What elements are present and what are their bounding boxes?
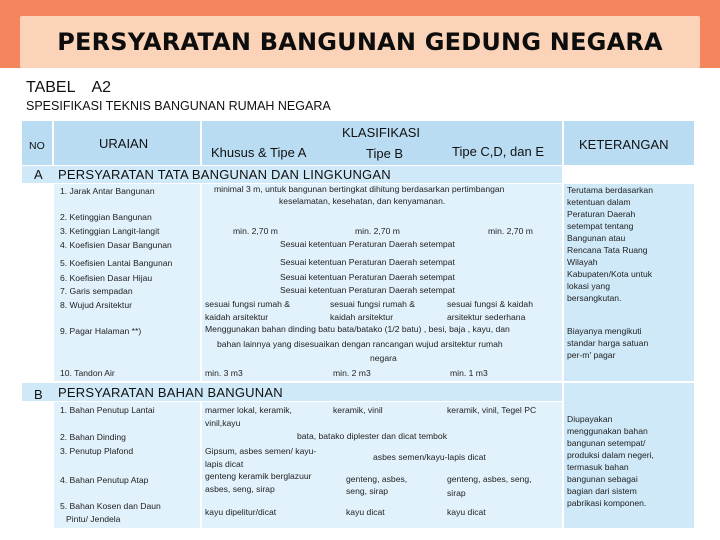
a-row8-label: 8. Wujud Arsitektur: [60, 300, 132, 310]
a-row3-tipe-cde: min. 2,70 m: [488, 226, 533, 236]
title-banner: [0, 0, 720, 68]
b-row5-tipe-b: kayu dicat: [346, 507, 385, 517]
header-khusus: Khusus & Tipe A: [211, 145, 307, 160]
a-row1-line1: minimal 3 m, untuk bangunan bertingkat dihitung berdasarkan pertimbangan: [214, 184, 505, 194]
b-ket-line: bangunan setempat/: [567, 438, 646, 448]
b-ket-line: produksi dalam negeri,: [567, 450, 654, 460]
a-row10-tipe-b: min. 2 m3: [333, 368, 371, 378]
a-row10-tipe-cde: min. 1 m3: [450, 368, 488, 378]
header-klasifikasi: KLASIFIKASI: [342, 125, 421, 140]
b-ket-line: termasuk bahan: [567, 462, 629, 472]
a-ket1-line: ketentuan dalam: [567, 197, 631, 207]
b-row3-khusus-1: Gipsum, asbes semen/ kayu-: [205, 446, 317, 456]
a-ket1-line: setempat tentang: [567, 221, 634, 231]
header-no: NO: [29, 140, 45, 152]
a-ket1-line: Peraturan Daerah: [567, 209, 636, 219]
a-row3-tipe-b: min. 2,70 m: [355, 226, 400, 236]
b-row3-tipe-bcde: asbes semen/kayu-lapis dicat: [373, 452, 486, 462]
b-ket-line: bagian dari sistem: [567, 486, 637, 496]
header-tipe-b: Tipe B: [366, 146, 404, 161]
b-row5-label-2: Pintu/ Jendela: [66, 514, 121, 524]
b-ket-line: Diupayakan: [567, 414, 613, 424]
a-row9-line3: negara: [370, 353, 397, 363]
b-row4-khusus-1: genteng keramik berglazuur: [205, 471, 312, 481]
a-row4-label: 4. Koefisien Dasar Bangunan: [60, 240, 172, 250]
a-ket2-line: standar harga satuan: [567, 338, 649, 348]
a-row1-label: 1. Jarak Antar Bangunan: [60, 186, 155, 196]
b-row1-khusus-1: marmer lokal, keramik,: [205, 405, 292, 415]
a-row6-label: 6. Koefisien Dasar Hijau: [60, 273, 153, 283]
b-row4-tipe-b-1: genteng, asbes,: [346, 474, 408, 484]
b-row5-label-1: 5. Bahan Kosen dan Daun: [60, 501, 161, 511]
a-row2-label: 2. Ketinggian Bangunan: [60, 212, 152, 222]
b-row3-label: 3. Penutup Plafond: [60, 446, 134, 456]
slide-title: PERSYARATAN BANGUNAN GEDUNG NEGARA: [57, 28, 663, 56]
a-row5-value: Sesuai ketentuan Peraturan Daerah setempat: [280, 257, 455, 267]
a-ket2-line: Biayanya mengikuti: [567, 326, 642, 336]
a-row1-line2: keselamatan, kesehatan, dan kenyamanan.: [279, 196, 446, 206]
a-row9-line2: bahan lainnya yang disesuaikan dengan rancangan wujud arsitektur rumah: [217, 339, 503, 349]
b-ket-line: menggunakan bahan: [567, 426, 648, 436]
a-ket1-line: Terutama berdasarkan: [567, 185, 653, 195]
a-row10-label: 10. Tandon Air: [60, 368, 115, 378]
a-row6-value: Sesuai ketentuan Peraturan Daerah setempat: [280, 272, 455, 282]
b-row5-tipe-cde: kayu dicat: [447, 507, 486, 517]
table-subtitle: SPESIFIKASI TEKNIS BANGUNAN RUMAH NEGARA: [26, 99, 331, 113]
table-code: A2: [91, 79, 112, 96]
b-row4-label: 4. Bahan Penutup Atap: [60, 475, 149, 485]
b-row1-khusus-2: vinil,kayu: [205, 418, 241, 428]
b-row3-khusus-2: lapis dicat: [205, 459, 244, 469]
table-label-text: TABEL: [26, 79, 76, 96]
a-ket2-line: per-m' pagar: [567, 350, 616, 360]
a-row10-khusus: min. 3 m3: [205, 368, 243, 378]
a-row8-khusus-2: kaidah arsitektur: [205, 312, 269, 322]
b-row4-tipe-cde-2: sirap: [447, 488, 466, 498]
b-row4-khusus-2: asbes, seng, sirap: [205, 484, 275, 494]
b-row1-tipe-b: keramik, vinil: [333, 405, 383, 415]
table-label: [26, 79, 111, 97]
a-row9-line1: Menggunakan bahan dinding batu bata/batako (1/2 batu) , besi, baja , kayu, dan: [205, 324, 510, 334]
a-row8-tipe-cde-1: sesuai fungsi & kaidah: [447, 299, 533, 309]
a-row3-label: 3. Ketinggian Langit-langit: [60, 226, 160, 236]
a-row9-label: 9. Pagar Halaman **): [60, 326, 142, 336]
a-row8-khusus-1: sesuai fungsi rumah &: [205, 299, 291, 309]
section-b-letter: B: [34, 387, 43, 402]
b-row5-khusus: kayu dipelitur/dicat: [205, 507, 277, 517]
a-ket1-line: Bangunan atau: [567, 233, 626, 243]
section-a-letter: A: [34, 167, 43, 182]
b-row2-label: 2. Bahan Dinding: [60, 432, 126, 442]
a-row5-label: 5. Koefisien Lantai Bangunan: [60, 258, 173, 268]
a-ket1-line: lokasi yang: [567, 281, 610, 291]
section-a-title: PERSYARATAN TATA BANGUNAN DAN LINGKUNGAN: [58, 167, 391, 182]
header-tipe-cde: Tipe C,D, dan E: [452, 144, 545, 159]
a-ket1-line: Wilayah: [567, 257, 598, 267]
a-row7-label: 7. Garis sempadan: [60, 286, 133, 296]
a-ket1-line: bersangkutan.: [567, 293, 622, 303]
title-banner-inner: [20, 16, 700, 68]
b-row1-label: 1. Bahan Penutup Lantai: [60, 405, 155, 415]
b-row4-tipe-b-2: seng, sirap: [346, 486, 389, 496]
a-row3-khusus: min. 2,70 m: [233, 226, 278, 236]
b-ket-line: pabrikasi komponen.: [567, 498, 647, 508]
a-row7-value: Sesuai ketentuan Peraturan Daerah setempat: [280, 285, 455, 295]
a-ket1-line: Kabupaten/Kota untuk: [567, 269, 653, 279]
b-row1-tipe-cde: keramik, vinil, Tegel PC: [447, 405, 537, 415]
a-ket1-line: Rencana Tata Ruang: [567, 245, 648, 255]
section-b-title: PERSYARATAN BAHAN BANGUNAN: [58, 385, 283, 400]
header-keterangan: KETERANGAN: [579, 137, 669, 152]
a-row8-tipe-cde-2: arsitektur sederhana: [447, 312, 526, 322]
a-row4-value: Sesuai ketentuan Peraturan Daerah setempat: [280, 239, 455, 249]
b-row2-value: bata, batako diplester dan dicat tembok: [297, 431, 448, 441]
header-uraian: URAIAN: [99, 136, 149, 151]
a-row8-tipe-b-2: kaidah arsitektur: [330, 312, 394, 322]
a-row8-tipe-b-1: sesuai fungsi rumah &: [330, 299, 416, 309]
b-ket-line: bangunan sebagai: [567, 474, 638, 484]
b-row4-tipe-cde-1: genteng, asbes, seng,: [447, 474, 532, 484]
